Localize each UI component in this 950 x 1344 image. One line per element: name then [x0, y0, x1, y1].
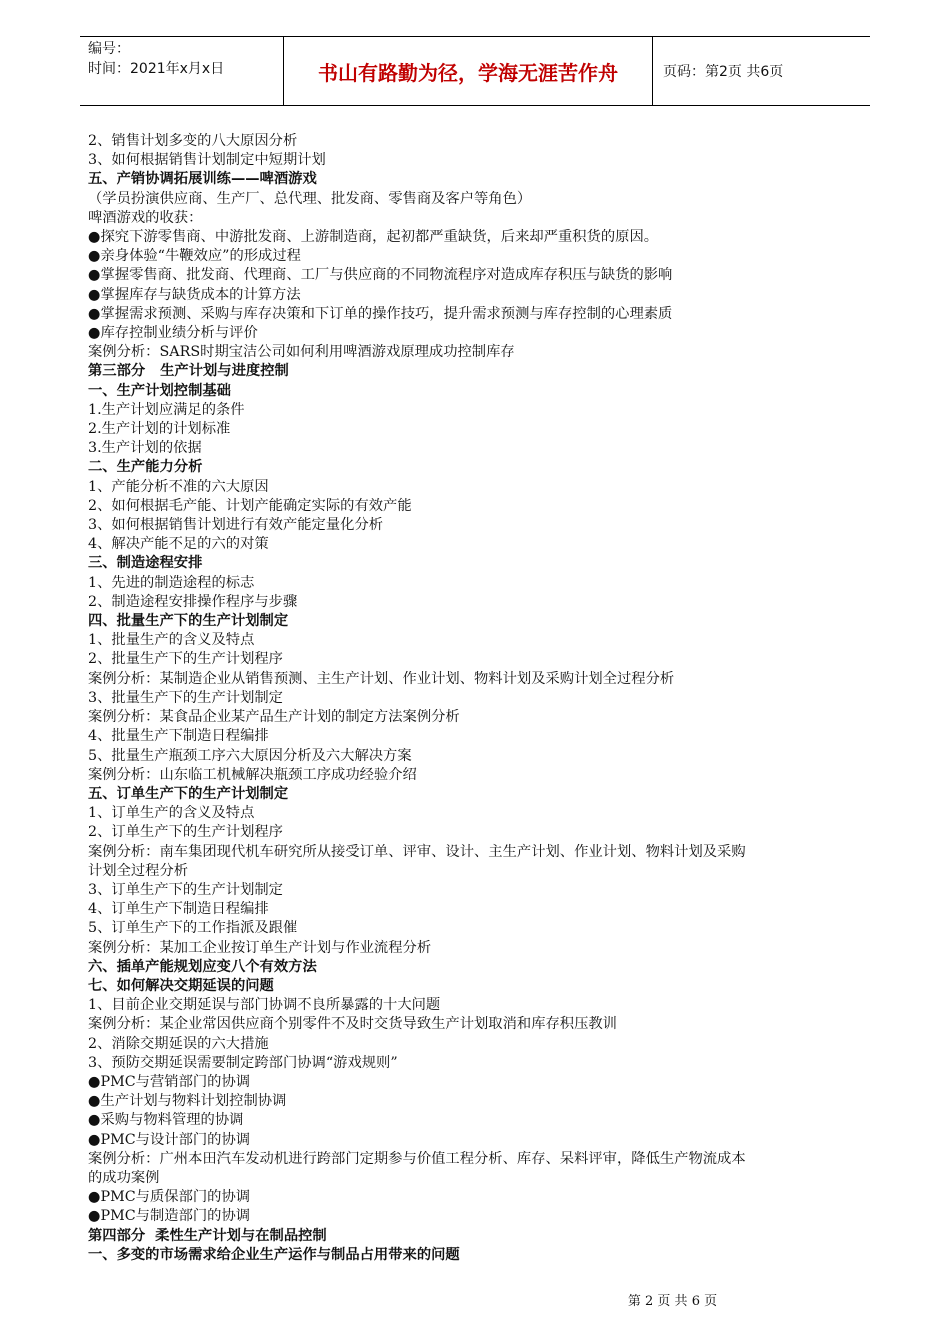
text-line: 3、如何根据销售计划制定中短期计划 [88, 152, 326, 169]
text-line: 4、批量生产下制造日程编排 [88, 728, 269, 745]
text-line: 5、批量生产瓶颈工序六大原因分析及六大解决方案 [88, 747, 412, 764]
text-line: 2、制造途程安排操作程序与步骤 [88, 593, 298, 610]
text-line: 2、销售计划多变的八大原因分析 [88, 133, 298, 149]
text-line: ●亲身体验“牛鞭效应”的形成过程 [88, 248, 301, 265]
text-line: 3、批量生产下的生产计划制定 [88, 689, 283, 706]
text-line: 3、预防交期延误需要制定跨部门协调“游戏规则” [88, 1054, 398, 1071]
text-line: 案例分析：某制造企业从销售预测、主生产计划、作业计划、物料计划及采购计划全过程分析 [88, 670, 675, 687]
text-line: 3、订单生产下的生产计划制定 [88, 881, 283, 898]
text-line: 4、解决产能不足的六的对策 [88, 536, 269, 553]
text-line: ●PMC与设计部门的协调 [88, 1131, 251, 1148]
header-page-number: 页码：第2页 共6页 [663, 64, 784, 80]
text-line: 1.生产计划应满足的条件 [88, 401, 245, 418]
page-header [80, 36, 870, 106]
section-heading: 三、制造途程安排 [88, 555, 203, 572]
text-line: 案例分析：某企业常因供应商个别零件不及时交货导致生产计划取消和库存积压教训 [88, 1016, 617, 1033]
text-line: 案例分析：南车集团现代机车研究所从接受订单、评审、设计、主生产计划、作业计划、物料计划及采购 [88, 843, 746, 860]
text-line: 1、批量生产的含义及特点 [88, 632, 255, 649]
text-line: 案例分析：广州本田汽车发动机进行跨部门定期参与价值工程分析、库存、呆料评审，降低生产物流成本 [88, 1150, 746, 1167]
document-body [88, 132, 868, 1265]
text-line: ●掌握零售商、批发商、代理商、工厂与供应商的不同物流程序对造成库存积压与缺货的影响 [88, 267, 673, 284]
text-line: 1、订单生产的含义及特点 [88, 805, 255, 822]
text-line: 2、订单生产下的生产计划程序 [88, 824, 283, 841]
text-line: 2、批量生产下的生产计划程序 [88, 651, 283, 668]
text-line: 1、目前企业交期延误与部门协调不良所暴露的十大问题 [88, 997, 441, 1014]
text-line: 计划全过程分析 [88, 862, 189, 879]
text-line: 5、订单生产下的工作指派及跟催 [88, 920, 298, 937]
text-line: 4、订单生产下制造日程编排 [88, 901, 269, 918]
text-line: ●生产计划与物料计划控制协调 [88, 1093, 287, 1110]
text-line: ●PMC与质保部门的协调 [88, 1189, 251, 1206]
text-line: 1、先进的制造途程的标志 [88, 574, 255, 591]
text-line: 2、如何根据毛产能、计划产能确定实际的有效产能 [88, 497, 412, 514]
section-heading: 六、插单产能规划应变八个有效方法 [88, 958, 317, 975]
section-heading: 第四部分 柔性生产计划与在制品控制 [88, 1227, 327, 1244]
header-motto: 书山有路勤为径，学海无涯苦作舟 [283, 37, 653, 105]
page-footer: 第 2 页 共 6 页 [627, 1294, 718, 1309]
text-line: ●库存控制业绩分析与评价 [88, 325, 258, 342]
section-heading: 七、如何解决交期延误的问题 [88, 977, 274, 994]
text-line: 的成功案例 [88, 1169, 160, 1186]
doc-number-label: 编号： [88, 41, 130, 57]
text-line: ●采购与物料管理的协调 [88, 1112, 244, 1129]
text-line: ●掌握需求预测、采购与库存决策和下订单的操作技巧，提升需求预测与库存控制的心理素质 [88, 305, 673, 322]
text-line: ●PMC与营销部门的协调 [88, 1073, 251, 1090]
section-heading: 五、订单生产下的生产计划制定 [88, 785, 289, 802]
section-heading: 二、生产能力分析 [88, 459, 203, 476]
text-line: ●PMC与制造部门的协调 [88, 1208, 251, 1225]
text-line: 2.生产计划的计划标准 [88, 421, 231, 438]
section-heading: 一、多变的市场需求给企业生产运作与制品占用带来的问题 [88, 1246, 460, 1263]
section-heading: 五、产销协调拓展训练——啤酒游戏 [88, 171, 317, 188]
section-heading: 第三部分 生产计划与进度控制 [88, 363, 289, 380]
section-heading: 四、批量生产下的生产计划制定 [88, 613, 289, 630]
text-line: 案例分析：某加工企业按订单生产计划与作业流程分析 [88, 939, 432, 956]
text-line: 案例分析：SARS时期宝洁公司如何利用啤酒游戏原理成功控制库存 [88, 344, 515, 361]
text-line: 2、消除交期延误的六大措施 [88, 1035, 269, 1052]
text-line: 3、如何根据销售计划进行有效产能定量化分析 [88, 517, 384, 534]
text-line: 3.生产计划的依据 [88, 440, 202, 457]
text-line: 案例分析：山东临工机械解决瓶颈工序成功经验介绍 [88, 766, 417, 783]
text-line: 案例分析：某食品企业某产品生产计划的制定方法案例分析 [88, 709, 460, 726]
section-heading: 一、生产计划控制基础 [88, 382, 231, 399]
text-line: （学员扮演供应商、生产厂、总代理、批发商、零售商及客户等角色） [88, 190, 532, 207]
header-meta [80, 37, 283, 105]
doc-time-label: 时间：2021年x月x日 [88, 61, 225, 77]
text-line: ●探究下游零售商、中游批发商、上游制造商，起初都严重缺货，后来却严重积货的原因。 [88, 229, 659, 246]
text-line: 啤酒游戏的收获： [88, 209, 203, 226]
text-line: 1、产能分析不准的六大原因 [88, 478, 269, 495]
text-line: ●掌握库存与缺货成本的计算方法 [88, 286, 301, 303]
